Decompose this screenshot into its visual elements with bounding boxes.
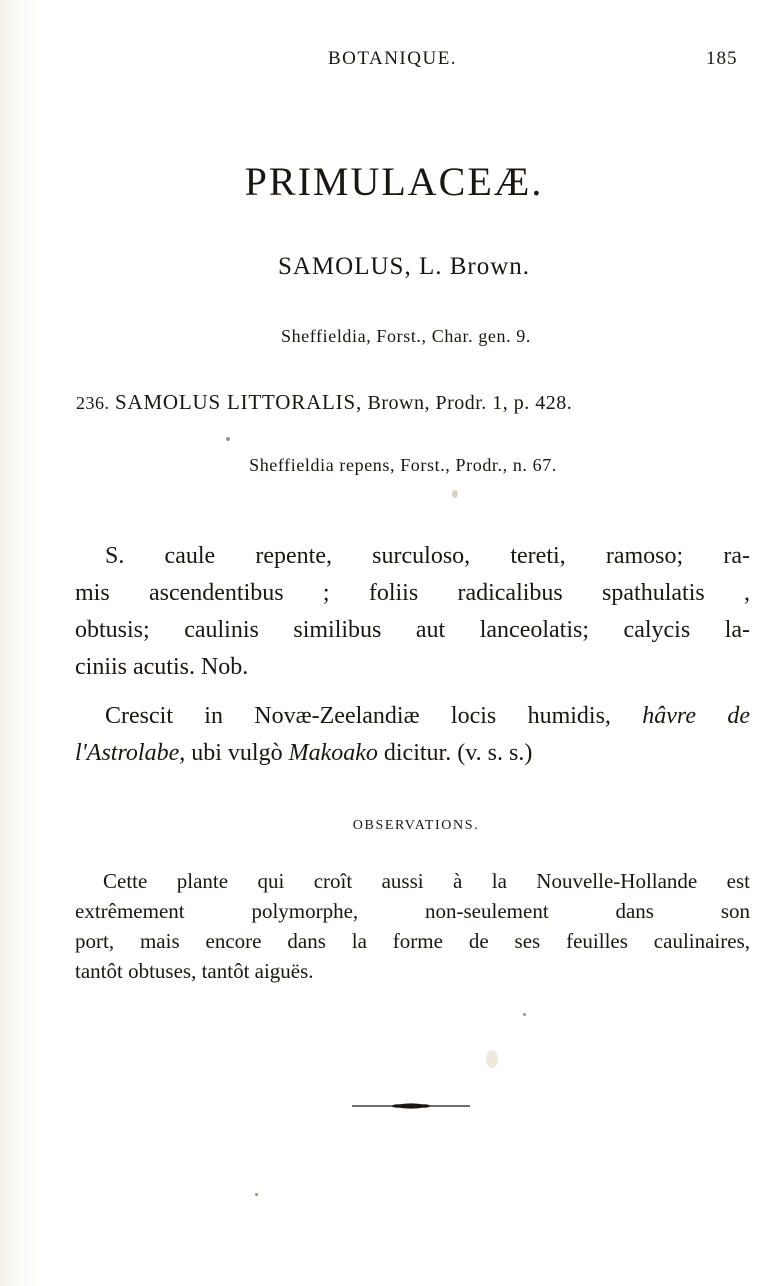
vernacular-name: Makoako [288,740,378,766]
species-entry [76,390,572,415]
diagnosis-line: ciniis acutis. Nob. [75,654,249,680]
paper-speck [226,437,230,441]
diagnosis-line: mis ascendentibus ; foliis radicalibus spathulatis , [75,580,750,606]
habitat-line [75,698,750,735]
observations-line: Cette plante qui croît aussi à la Nouvelle-Hollande est [103,869,750,893]
habitat-paragraph [75,698,750,772]
end-ornament [350,1100,472,1112]
species-synonym: Sheffieldia repens, Forst., Prodr., n. 67. [249,455,557,475]
paper-speck [523,1013,526,1016]
habitat-locality-continued: l'Astrolabe [75,740,180,766]
observations-paragraph [75,866,750,986]
species-name: SAMOLUS LITTORALIS, [115,390,362,414]
running-title: BOTANIQUE. [328,48,458,69]
habitat-text: , ubi vulgò [179,740,283,766]
family-title: PRIMULACEÆ. [244,159,544,204]
paper-speck [452,490,458,498]
habitat-text: dicitur. (v. s. s.) [383,740,533,766]
genus-synonym: Sheffieldia, Forst., Char. gen. 9. [280,326,532,346]
observations-heading: OBSERVATIONS. [352,818,480,833]
habitat-line [75,735,750,772]
paper-speck [486,1050,498,1068]
diagnosis-line: S. caule repente, surculoso, tereti, ramoso; ra- [105,543,750,569]
observations-line: port, mais encore dans la forme de ses feuilles caulinaires, [75,929,750,953]
observations-line: tantôt obtuses, tantôt aiguës. [75,959,314,983]
habitat-locality: hâvre de [642,703,750,729]
observations-line: extrêmement polymorphe, non-seulement dans son [75,899,750,923]
species-number: 236. [76,393,110,413]
habitat-text: Crescit in Novæ-Zeelandiæ locis humidis, [105,703,611,729]
paper-speck [255,1193,258,1196]
running-head [0,48,778,76]
genus-heading: SAMOLUS, L. Brown. [277,253,531,280]
species-citation: Brown, Prodr. 1, p. 428. [367,392,573,414]
page-number: 185 [706,48,738,69]
diagnosis-paragraph [75,538,750,686]
diagnosis-line: obtusis; caulinis similibus aut lanceolatis; calycis la- [75,617,750,643]
